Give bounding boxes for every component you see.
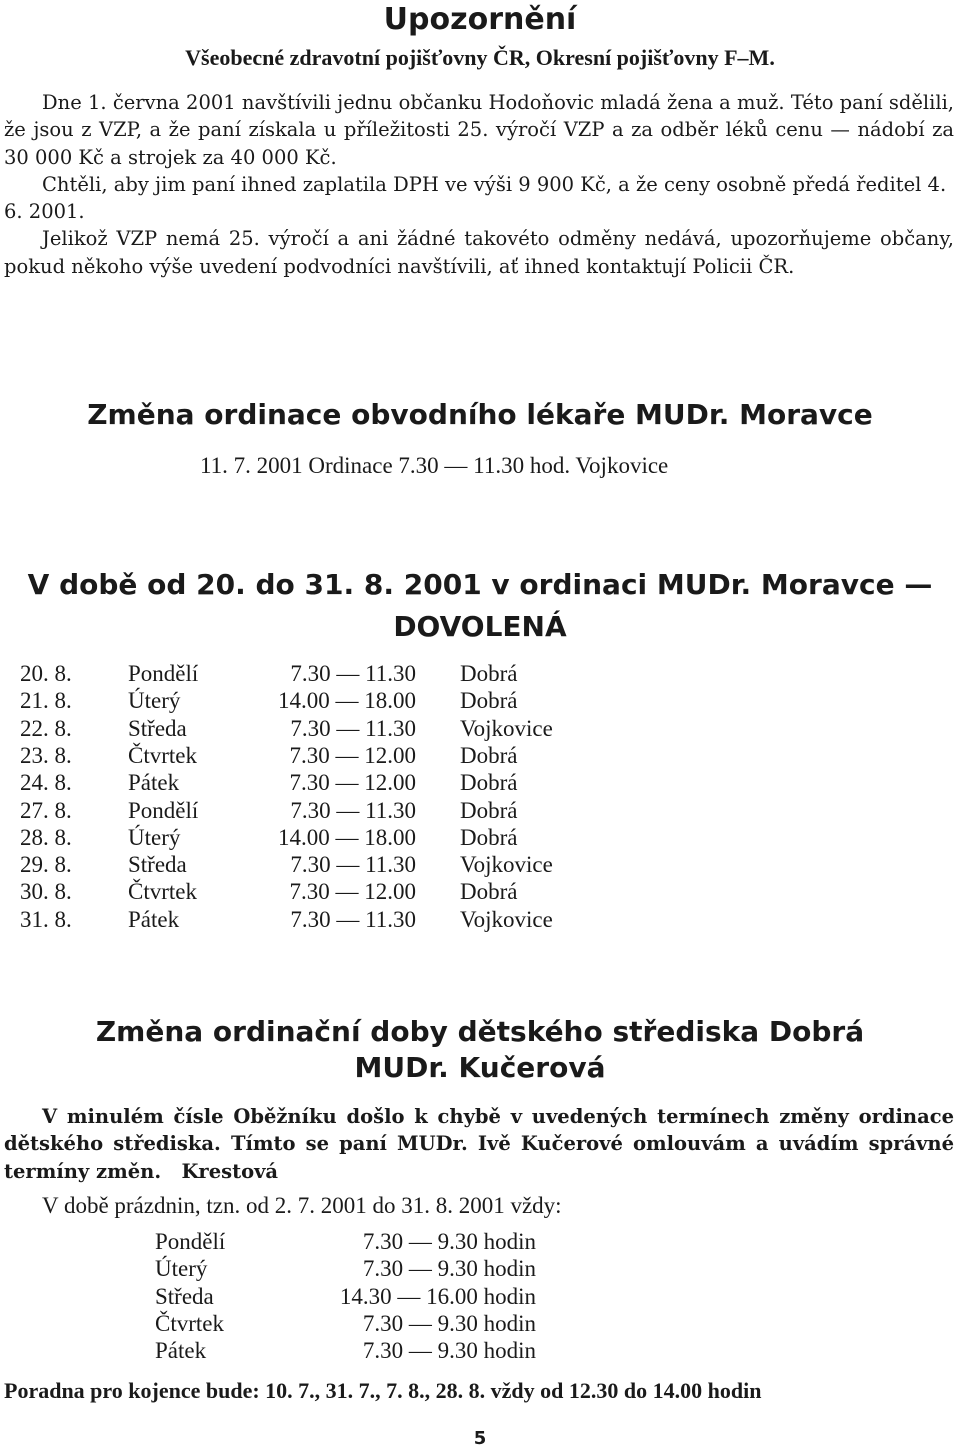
date-cell: 22. 8. bbox=[20, 715, 72, 741]
day-cell: Pondělí bbox=[128, 661, 199, 686]
time-cell: 7.30 — 12.00 bbox=[289, 770, 416, 796]
day-cell: Středa bbox=[128, 715, 187, 741]
page-number: 5 bbox=[473, 1428, 487, 1449]
date-cell: 27. 8. bbox=[20, 797, 72, 823]
table-row bbox=[0, 715, 960, 742]
infant-clinic-note: Poradna pro kojence bude: 10. 7., 31. 7., 7. 8., 28. 8. vždy od 12.30 do 14.00 hodin bbox=[4, 1378, 762, 1403]
date-cell: 21. 8. bbox=[20, 688, 72, 714]
change-title: Změna ordinace obvodního lékaře MUDr. Moravce bbox=[87, 398, 873, 431]
table-row bbox=[0, 1283, 960, 1310]
date-cell: 23. 8. bbox=[20, 742, 72, 768]
time-cell: 14.00 — 18.00 bbox=[278, 688, 416, 714]
change-line: 11. 7. 2001 Ordinace 7.30 — 11.30 hod. Vojkovice bbox=[200, 453, 669, 478]
date-cell: 28. 8. bbox=[20, 824, 72, 850]
table-row bbox=[0, 769, 960, 796]
place-cell: Vojkovice bbox=[460, 906, 553, 932]
day-cell: Pátek bbox=[128, 770, 180, 796]
vacation-title: V době od 20. do 31. 8. 2001 v ordinaci MUDr. Moravce — bbox=[27, 568, 933, 601]
table-row bbox=[0, 851, 960, 878]
time-cell: 7.30 — 11.30 bbox=[290, 661, 416, 686]
date-cell: 20. 8. bbox=[20, 661, 72, 686]
day-cell: Středa bbox=[155, 1283, 214, 1309]
day-cell: Úterý bbox=[128, 824, 181, 850]
place-cell: Dobrá bbox=[460, 879, 518, 905]
time-cell: 14.30 — 16.00 hodin bbox=[339, 1283, 536, 1309]
notice-paragraph: Jelikož VZP nemá 25. výročí a ani žádné takovéto odměny nedává, upozorňujeme občany, pokud někoho výše uvedení podvodníci navštívili, ať ihned kontaktují Policii ČR. bbox=[4, 227, 954, 278]
day-cell: Pátek bbox=[128, 906, 180, 932]
date-cell: 30. 8. bbox=[20, 879, 72, 905]
table-row bbox=[0, 687, 960, 714]
table-row bbox=[0, 1228, 960, 1255]
notice-body bbox=[4, 89, 954, 280]
day-cell: Pondělí bbox=[128, 797, 199, 823]
table-row bbox=[0, 878, 960, 905]
table-row bbox=[0, 660, 960, 687]
table-row bbox=[0, 824, 960, 851]
day-cell: Úterý bbox=[155, 1256, 208, 1282]
vacation-table bbox=[0, 660, 960, 940]
day-cell: Pátek bbox=[155, 1338, 207, 1364]
table-row bbox=[0, 1310, 960, 1337]
pediatric-title-2: MUDr. Kučerová bbox=[354, 1051, 606, 1084]
vacation-title-2: DOVOLENÁ bbox=[393, 610, 567, 643]
place-cell: Dobrá bbox=[460, 797, 518, 823]
day-cell: Čtvrtek bbox=[128, 742, 197, 768]
table-row bbox=[0, 1337, 960, 1364]
signature: Krestová bbox=[181, 1159, 279, 1183]
place-cell: Vojkovice bbox=[460, 715, 553, 741]
place-cell: Dobrá bbox=[460, 824, 518, 850]
day-cell: Úterý bbox=[128, 688, 181, 714]
table-row bbox=[0, 906, 960, 933]
table-row bbox=[0, 797, 960, 824]
time-cell: 7.30 — 9.30 hodin bbox=[362, 1256, 536, 1282]
time-cell: 14.00 — 18.00 bbox=[278, 824, 416, 850]
time-cell: 7.30 — 11.30 bbox=[290, 715, 416, 741]
time-cell: 7.30 — 9.30 hodin bbox=[362, 1310, 536, 1336]
notice-paragraph: Dne 1. června 2001 navštívili jednu občanku Hodoňovic mladá žena a muž. Této paní sdělili, že jsou z VZP, a že paní získala u příležitosti 25. výročí VZP a za odběr léků cenu — nádobí za 30 000 Kč a strojek za 40 000 Kč. bbox=[4, 91, 954, 169]
date-cell: 29. 8. bbox=[20, 852, 72, 878]
table-row bbox=[0, 742, 960, 769]
notice-subtitle: Všeobecné zdravotní pojišťovny ČR, Okresní pojišťovny F–M. bbox=[185, 45, 775, 70]
day-cell: Pondělí bbox=[155, 1229, 226, 1254]
pediatric-title: Změna ordinační doby dětského střediska Dobrá bbox=[95, 1015, 865, 1048]
place-cell: Dobrá bbox=[460, 742, 518, 768]
day-cell: Čtvrtek bbox=[155, 1310, 224, 1336]
notice-paragraph: Chtěli, aby jim paní ihned zaplatila DPH ve výši 9 900 Kč, a že ceny osobně předá ředitel 4. 6. 2001. bbox=[4, 172, 947, 224]
holiday-intro: V době prázdnin, tzn. od 2. 7. 2001 do 31. 8. 2001 vždy: bbox=[42, 1193, 562, 1218]
time-cell: 7.30 — 11.30 bbox=[290, 906, 416, 932]
place-cell: Dobrá bbox=[460, 770, 518, 796]
time-cell: 7.30 — 11.30 bbox=[290, 852, 416, 878]
table-row bbox=[0, 1255, 960, 1282]
notice-title: Upozornění bbox=[383, 2, 577, 37]
day-cell: Čtvrtek bbox=[128, 879, 197, 905]
time-cell: 7.30 — 12.00 bbox=[289, 742, 416, 768]
place-cell: Dobrá bbox=[460, 661, 518, 686]
pediatric-table bbox=[0, 1228, 960, 1368]
day-cell: Středa bbox=[128, 852, 187, 878]
date-cell: 31. 8. bbox=[20, 906, 72, 932]
apology-text: V minulém čísle Oběžníku došlo k chybě v uvedených termínech změny ordinace dětského střediska. Tímto se paní MUDr. Ivě Kučerové omlouvám a uvádím správné termíny změn. Krestová bbox=[4, 1105, 954, 1183]
time-cell: 7.30 — 9.30 hodin bbox=[362, 1229, 536, 1254]
time-cell: 7.30 — 9.30 hodin bbox=[362, 1338, 536, 1364]
time-cell: 7.30 — 12.00 bbox=[289, 879, 416, 905]
place-cell: Vojkovice bbox=[460, 852, 553, 878]
time-cell: 7.30 — 11.30 bbox=[290, 797, 416, 823]
date-cell: 24. 8. bbox=[20, 770, 72, 796]
place-cell: Dobrá bbox=[460, 688, 518, 714]
